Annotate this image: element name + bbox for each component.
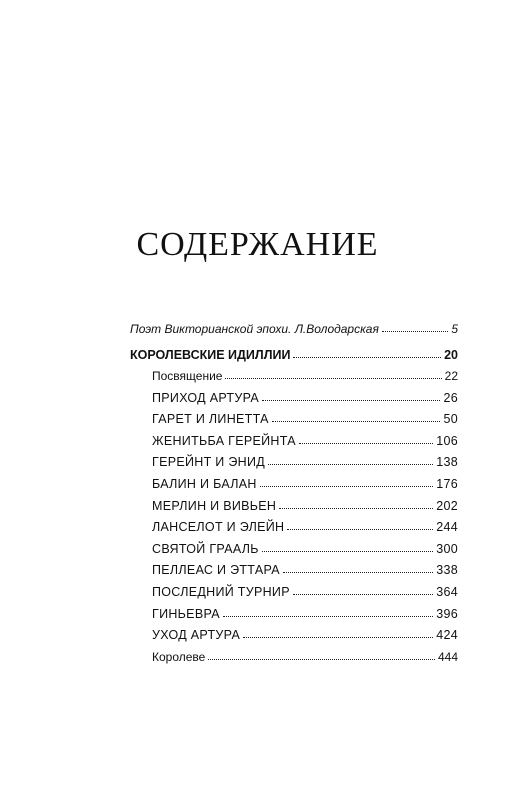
- toc-entry-page: 244: [436, 520, 458, 535]
- toc-entry-label: ПЕЛЛЕАС И ЭТТАРА: [152, 563, 280, 578]
- toc-entry-page: 26: [443, 390, 458, 405]
- toc-section-heading: [130, 348, 458, 362]
- toc-entry: [152, 434, 458, 448]
- toc-entry-page: 300: [436, 541, 458, 556]
- dot-leader: [272, 421, 441, 422]
- toc-entry-label: ГЕРЕЙНТ И ЭНИД: [152, 455, 266, 470]
- toc-entry: [152, 455, 458, 469]
- toc-entry-label: ЖЕНИТЬБА ГЕРЕЙНТА: [152, 433, 296, 448]
- toc-entry-page: 50: [443, 412, 458, 427]
- toc-entry-label: ПРИХОД АРТУРА: [152, 390, 260, 405]
- toc-entry-page: 202: [436, 498, 458, 513]
- toc-entry-page: 364: [436, 585, 458, 599]
- dot-leader: [225, 378, 441, 379]
- toc-entry: [152, 369, 458, 383]
- toc-entry: [152, 563, 458, 577]
- dot-leader: [283, 572, 433, 573]
- toc-entry-page: 424: [436, 628, 458, 643]
- toc-entry-page: 176: [436, 477, 458, 491]
- toc-entry: [152, 391, 458, 405]
- toc-entry-label: СВЯТОЙ ГРААЛЬ: [152, 541, 259, 556]
- toc-entry: [152, 607, 458, 621]
- toc-entry-preface: [130, 322, 458, 336]
- toc-entry-label: Посвящение: [152, 369, 223, 383]
- toc-entry-page: 444: [437, 649, 458, 664]
- toc-entry-page: 22: [444, 369, 458, 383]
- toc-entry-label: ГИНЬЕВРА: [152, 606, 220, 621]
- page-title: СОДЕРЖАНИЕ: [136, 226, 379, 263]
- dot-leader: [223, 616, 433, 617]
- toc-entry: [152, 628, 458, 642]
- toc-entry-label: ПОСЛЕДНИЙ ТУРНИР: [152, 585, 290, 599]
- toc-entry: [152, 412, 458, 426]
- toc-entry-label: ЛАНСЕЛОТ И ЭЛЕЙН: [152, 520, 285, 535]
- toc-entry-page: 396: [436, 606, 458, 621]
- toc-entry: [152, 585, 458, 599]
- toc-entry: [152, 520, 458, 534]
- dot-leader: [299, 443, 433, 444]
- toc-section-page: 20: [444, 348, 458, 362]
- toc-entry: [152, 542, 458, 556]
- toc-entry-label: МЕРЛИН И ВИВЬЕН: [152, 498, 277, 513]
- toc-entry-label: Королеве: [152, 649, 206, 664]
- toc-entry-label: Поэт Викторианской эпохи. Л.Володарская: [130, 322, 379, 336]
- toc-entry-page: 5: [451, 322, 458, 336]
- toc-entry: [152, 650, 458, 664]
- dot-leader: [293, 594, 433, 595]
- dot-leader: [262, 400, 440, 401]
- toc-entry-label: БАЛИН И БАЛАН: [152, 477, 257, 491]
- toc-entry: [152, 477, 458, 491]
- dot-leader: [279, 508, 433, 509]
- dot-leader: [262, 551, 433, 552]
- dot-leader: [293, 357, 441, 358]
- toc-entry-page: 338: [436, 563, 458, 578]
- dot-leader: [268, 464, 433, 465]
- dot-leader: [287, 529, 433, 530]
- dot-leader: [208, 659, 435, 660]
- dot-leader: [382, 331, 448, 332]
- dot-leader: [243, 637, 433, 638]
- toc-entry-label: УХОД АРТУРА: [152, 628, 241, 643]
- toc-section-label: КОРОЛЕВСКИЕ ИДИЛЛИИ: [130, 348, 291, 362]
- toc-entry-page: 138: [436, 455, 458, 470]
- dot-leader: [260, 486, 434, 487]
- toc-entry: [152, 499, 458, 513]
- toc-entry-page: 106: [436, 433, 458, 448]
- toc-entry-label: ГАРЕТ И ЛИНЕТТА: [152, 412, 269, 427]
